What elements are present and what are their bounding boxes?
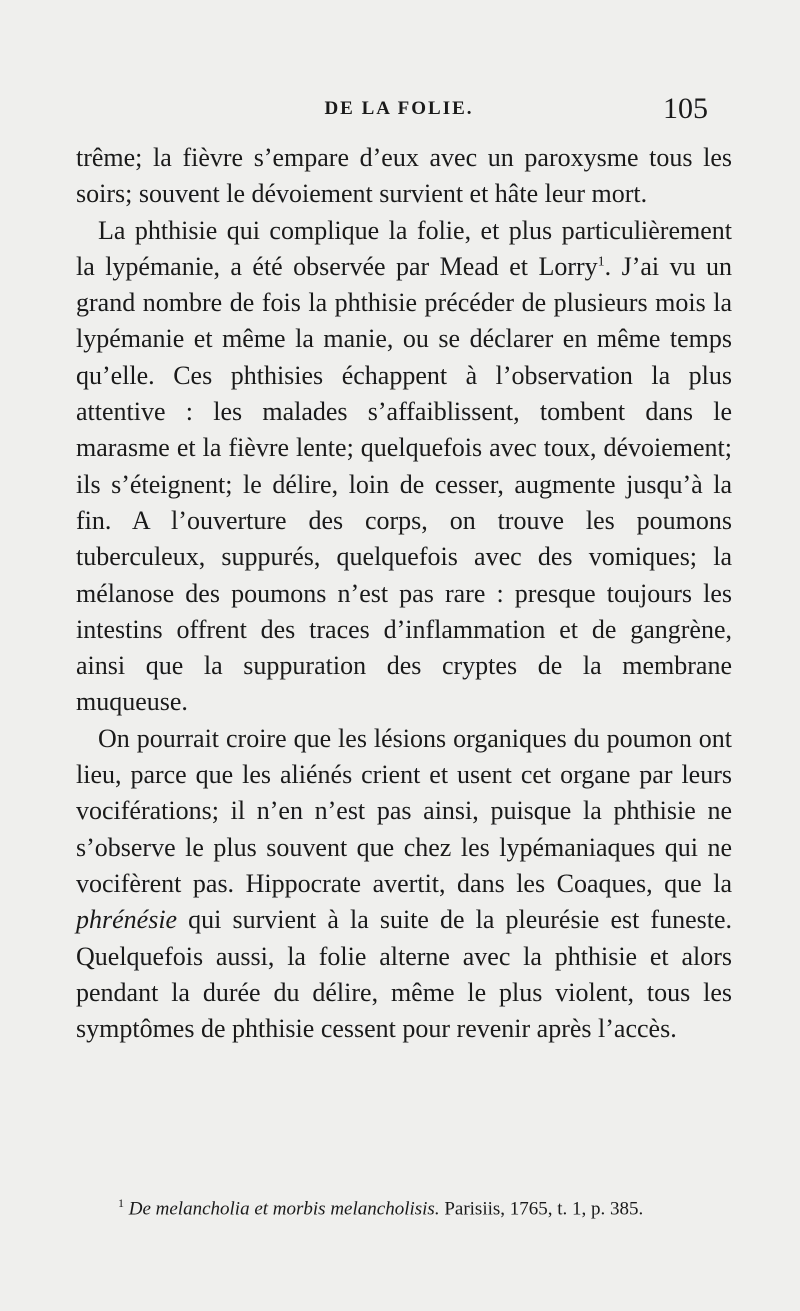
paragraph-3-text-b: qui survient à la suite de la pleurésie est funeste. Quelquefois aussi, la folie alterne avec la phthisie et alors pendant la durée du délire, même le plus violent, tous les symptômes de phthisie cessent pour revenir après l’accès. [76,905,732,1044]
italic-term: phrénésie [76,905,178,935]
paragraph-1 [76,140,732,213]
footnote-citation: Parisiis, 1765, t. 1, p. 385. [439,1198,644,1220]
footnote [118,1190,740,1222]
page-header [90,92,708,132]
footnote-reference: 1 [597,254,605,270]
running-title: DE LA FOLIE. [324,98,474,119]
footnote-title: De melancholia et morbis melancholisis. [128,1198,440,1220]
paragraph-2-text-b: . J’ai vu un grand nombre de fois la phthisie précéder de plusieurs mois la lypémanie et même la manie, ou se déclarer en même temps qu’elle. Ces phthisies échappent à l’observation la plus attentive : les malades s’affaiblissent, tombent dans le marasme et la fièvre lente; quelquefois avec toux, dévoiement; ils s’éteignent; le délire, loin de cesser, augmente jusqu’à la fin. A l’ouverture des corps, on trouve les poumons tuberculeux, suppurés, quelquefois avec des vomiques; la mélanose des poumons n’est pas rare : presque toujours les intestins offrent des traces d’inflammation et de gangrène, ainsi que la suppuration des cryptes de la membrane muqueuse. [76,251,733,717]
paragraph-3 [76,721,732,1048]
footnote-marker: 1 [118,1196,124,1210]
body-text [76,140,732,1047]
paragraph-3-text-a: On pourrait croire que les lésions organiques du poumon ont lieu, parce que les aliénés crient et usent cet organe par leurs vociférations; il n’en n’est pas ainsi, puisque la phthisie ne s’observe le plus souvent que chez les lypémaniaques qui ne vocifèrent pas. Hippocrate avertit, dans les Coaques, que la [76,723,732,898]
page-number: 105 [663,92,708,125]
paragraph-2-text-a: La phthisie qui complique la folie, et plus particulièrement la lypémanie, a été observée par Mead et Lorry [76,215,732,281]
paragraph-2 [76,213,732,721]
paragraph-1-text: trême; la fièvre s’empare d’eux avec un paroxysme tous les soirs; souvent le dévoiement survient et hâte leur mort. [76,143,732,209]
